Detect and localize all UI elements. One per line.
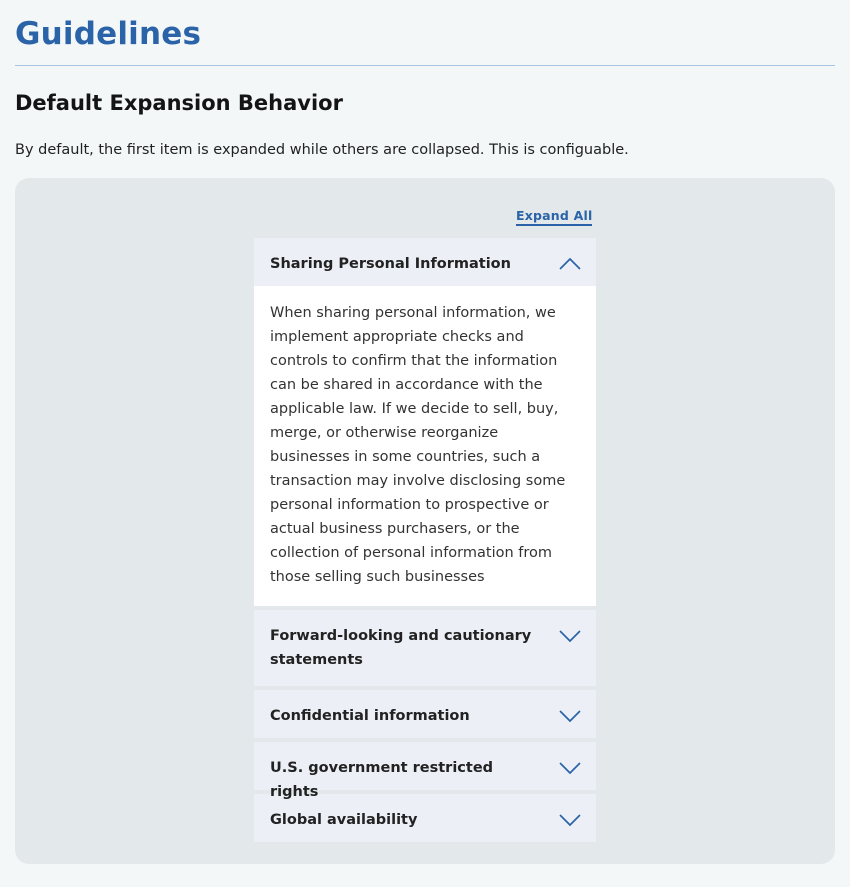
accordion-item-global-availability xyxy=(254,794,596,842)
section-title: Default Expansion Behavior xyxy=(15,91,343,115)
accordion-item-sharing-personal-information xyxy=(254,238,596,606)
accordion-item-title: Forward-looking and cautionary statements xyxy=(270,628,532,668)
accordion xyxy=(254,238,596,846)
chevron-down-icon xyxy=(558,808,582,832)
accordion-header[interactable] xyxy=(254,690,596,738)
accordion-item-title: U.S. government restricted rights xyxy=(270,760,494,800)
title-divider xyxy=(15,65,835,66)
accordion-item-title: Global availability xyxy=(270,812,418,828)
chevron-down-icon xyxy=(558,756,582,780)
accordion-header[interactable] xyxy=(254,742,596,800)
expand-all-link[interactable]: Expand All xyxy=(516,208,592,226)
accordion-item-forward-looking-statements xyxy=(254,610,596,686)
demo-panel xyxy=(15,178,835,864)
accordion-header[interactable] xyxy=(254,238,596,286)
accordion-header[interactable] xyxy=(254,610,596,686)
accordion-item-us-government-restricted-rights xyxy=(254,742,596,800)
section-description: By default, the first item is expanded while others are collapsed. This is configuable. xyxy=(15,142,629,158)
accordion-item-confidential-information xyxy=(254,690,596,738)
accordion-item-title: Confidential information xyxy=(270,708,470,724)
chevron-up-icon xyxy=(558,252,582,276)
accordion-header[interactable] xyxy=(254,794,596,842)
accordion-panel-body: When sharing personal information, we implement appropriate checks and controls to confirm that the information can be shared in accordance with the applicable law. If we decide to sell, buy, merge, or otherwise reorganize businesses in some countries, such a transaction may involve disclosing some personal information to prospective or actual business purchasers, or the collection of personal information from those selling such businesses xyxy=(254,286,596,606)
accordion-item-title: Sharing Personal Information xyxy=(270,256,511,272)
page-title: Guidelines xyxy=(15,16,202,52)
chevron-down-icon xyxy=(558,704,582,728)
chevron-down-icon xyxy=(558,624,582,648)
